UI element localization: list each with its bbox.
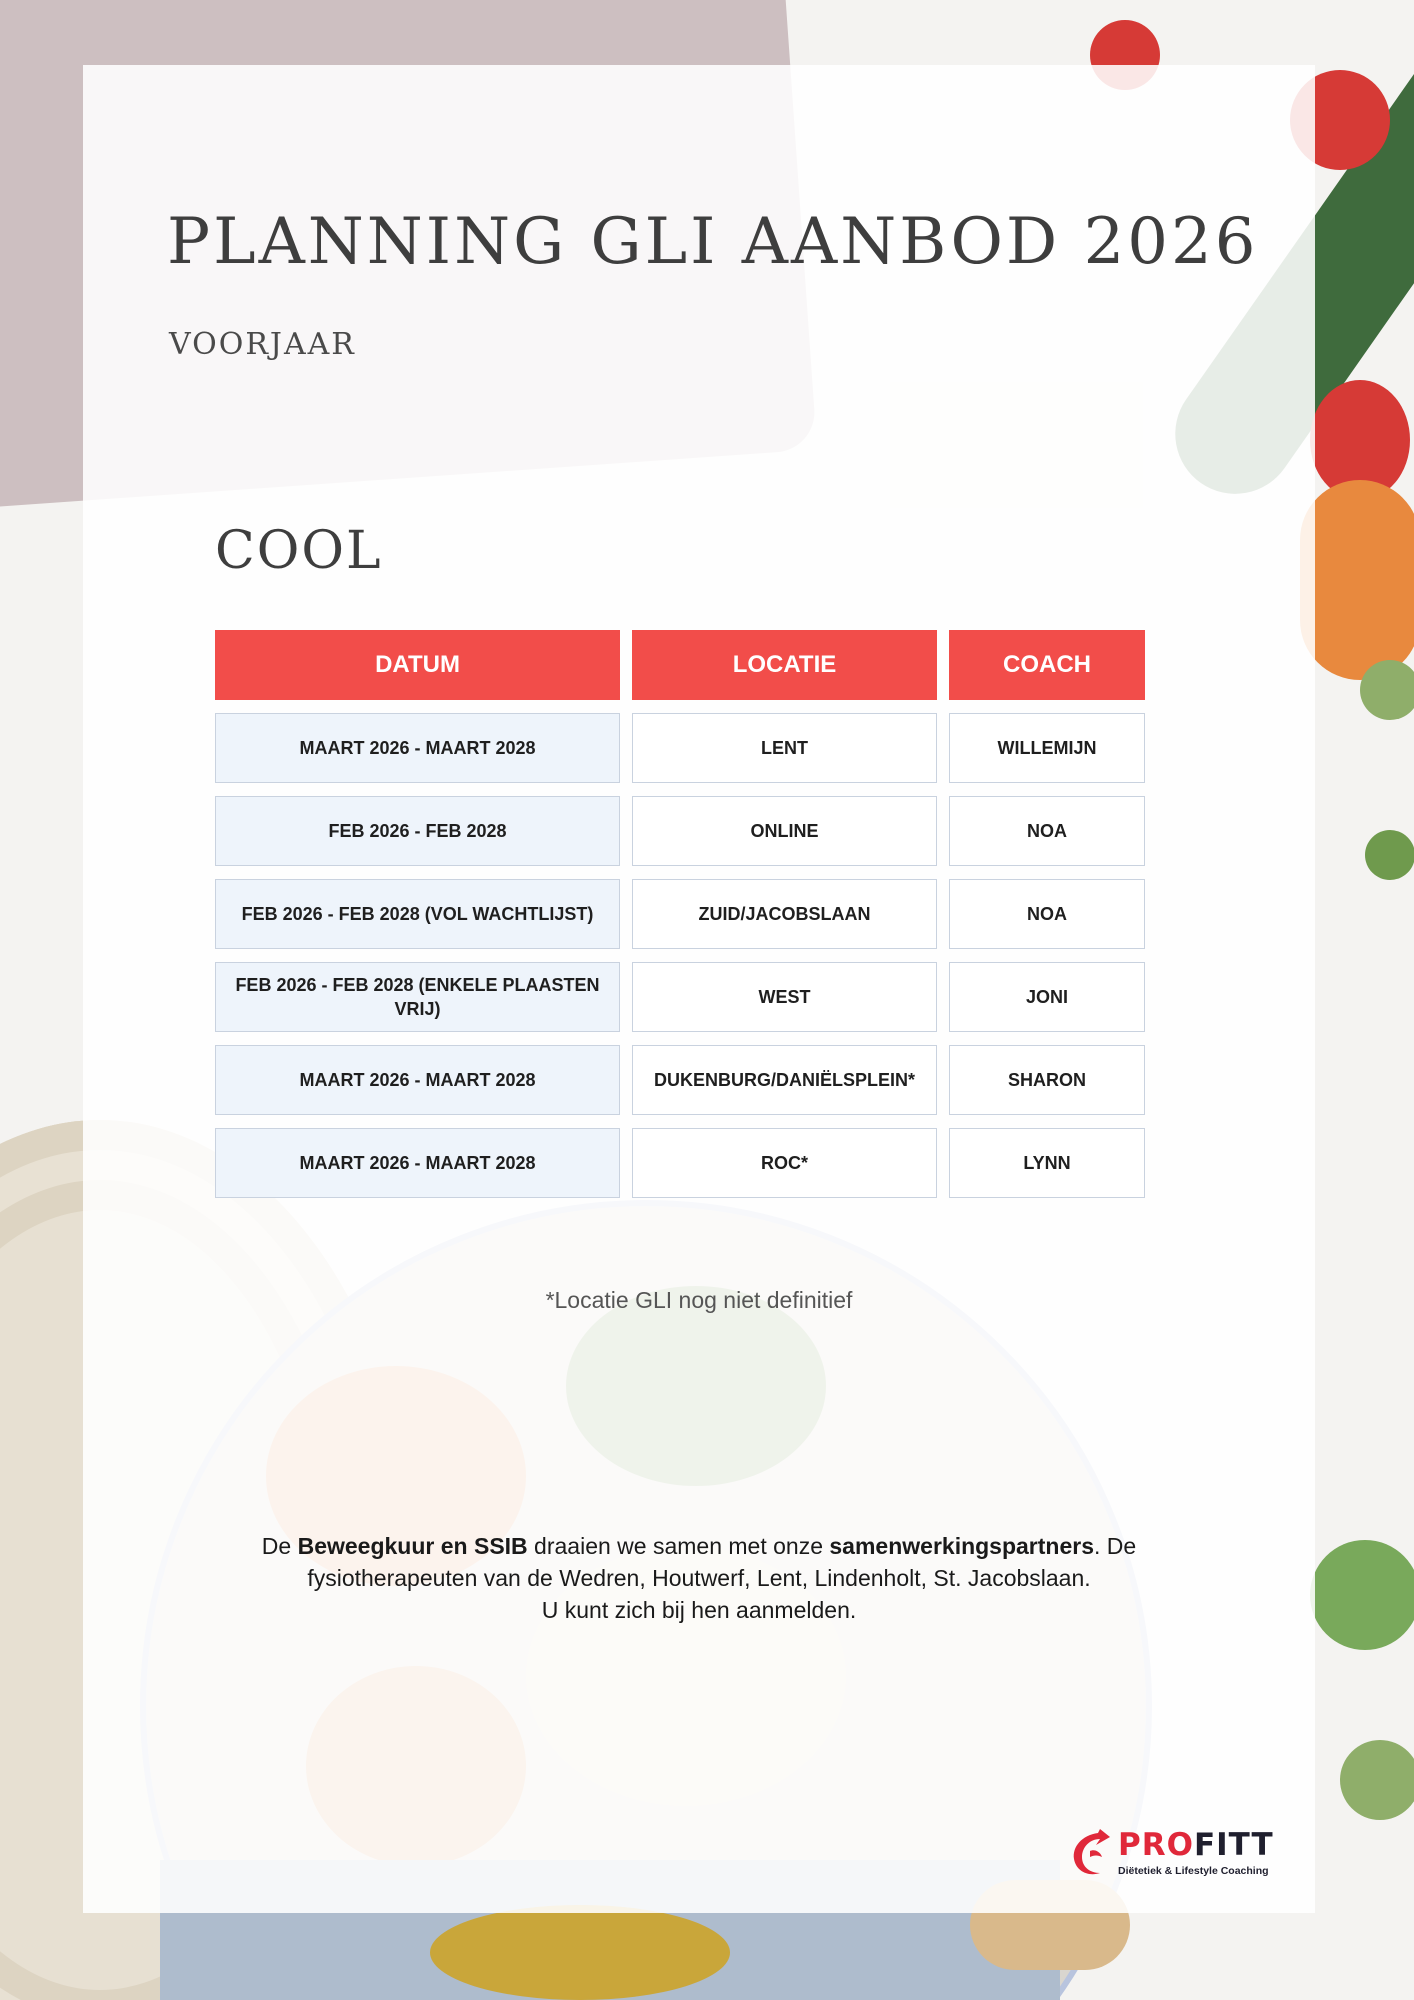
cell-locatie: DUKENBURG/DANIËLSPLEIN*: [632, 1045, 937, 1115]
cell-datum: MAART 2026 - MAART 2028: [215, 1045, 620, 1115]
info-line-signup: U kunt zich bij hen aanmelden.: [541, 1597, 857, 1623]
sprout: [1360, 660, 1414, 720]
logo-word-fitt: FITT: [1193, 1827, 1274, 1863]
cell-coach: JONI: [949, 962, 1145, 1032]
basil-leaf: [1310, 1540, 1414, 1650]
table-row: [215, 713, 1150, 783]
logo-word-pro: PRO: [1118, 1827, 1194, 1863]
cell-locatie: LENT: [632, 713, 937, 783]
column-header-coach: COACH: [949, 630, 1145, 700]
page-title: PLANNING GLI AANBOD 2026: [167, 205, 1259, 279]
info-text: draaien we samen met onze: [527, 1533, 830, 1559]
carrot: [1300, 480, 1414, 680]
table-row: [215, 1045, 1150, 1115]
herb: [1365, 830, 1414, 880]
column-header-locatie: LOCATIE: [632, 630, 937, 700]
logo-swoosh-icon: [1068, 1829, 1114, 1879]
cell-datum: MAART 2026 - MAART 2028: [215, 713, 620, 783]
content-panel: [83, 65, 1315, 1913]
partner-info: [83, 1530, 1315, 1626]
info-text: De: [261, 1533, 298, 1559]
food-zucchini-slices: [430, 1905, 730, 2000]
table-row: [215, 1128, 1150, 1198]
profitt-logo: [1068, 1827, 1278, 1881]
info-bold-partners: samenwerkingspartners: [829, 1533, 1095, 1559]
schedule-table: [215, 630, 1150, 1211]
table-row: [215, 962, 1150, 1032]
cell-locatie: ONLINE: [632, 796, 937, 866]
cell-locatie: WEST: [632, 962, 937, 1032]
logo-wordmark: [1118, 1827, 1274, 1863]
cell-locatie: ROC*: [632, 1128, 937, 1198]
page-subtitle: VOORJAAR: [169, 327, 356, 362]
cell-datum: FEB 2026 - FEB 2028: [215, 796, 620, 866]
table-row: [215, 879, 1150, 949]
cell-locatie: ZUID/JACOBSLAAN: [632, 879, 937, 949]
cell-datum: MAART 2026 - MAART 2028: [215, 1128, 620, 1198]
info-text: . De: [1094, 1533, 1137, 1559]
info-line-physios: fysiotherapeuten van de Wedren, Houtwerf, Lent, Lindenholt, St. Jacobslaan.: [307, 1565, 1091, 1591]
cell-coach: NOA: [949, 879, 1145, 949]
section-title: COOL: [215, 521, 383, 581]
cell-coach: SHARON: [949, 1045, 1145, 1115]
column-header-datum: DATUM: [215, 630, 620, 700]
location-footnote: *Locatie GLI nog niet definitief: [545, 1287, 853, 1313]
cell-datum: FEB 2026 - FEB 2028 (ENKELE PLAASTEN VRIJ): [215, 962, 620, 1032]
cell-coach: WILLEMIJN: [949, 713, 1145, 783]
cell-coach: LYNN: [949, 1128, 1145, 1198]
table-header-row: [215, 630, 1150, 700]
sprout: [1340, 1740, 1414, 1820]
cell-datum: FEB 2026 - FEB 2028 (VOL WACHTLIJST): [215, 879, 620, 949]
cell-coach: NOA: [949, 796, 1145, 866]
table-row: [215, 796, 1150, 866]
info-bold-program: Beweegkuur en SSIB: [297, 1533, 528, 1559]
logo-tagline: Diëtetiek & Lifestyle Coaching: [1118, 1865, 1269, 1877]
